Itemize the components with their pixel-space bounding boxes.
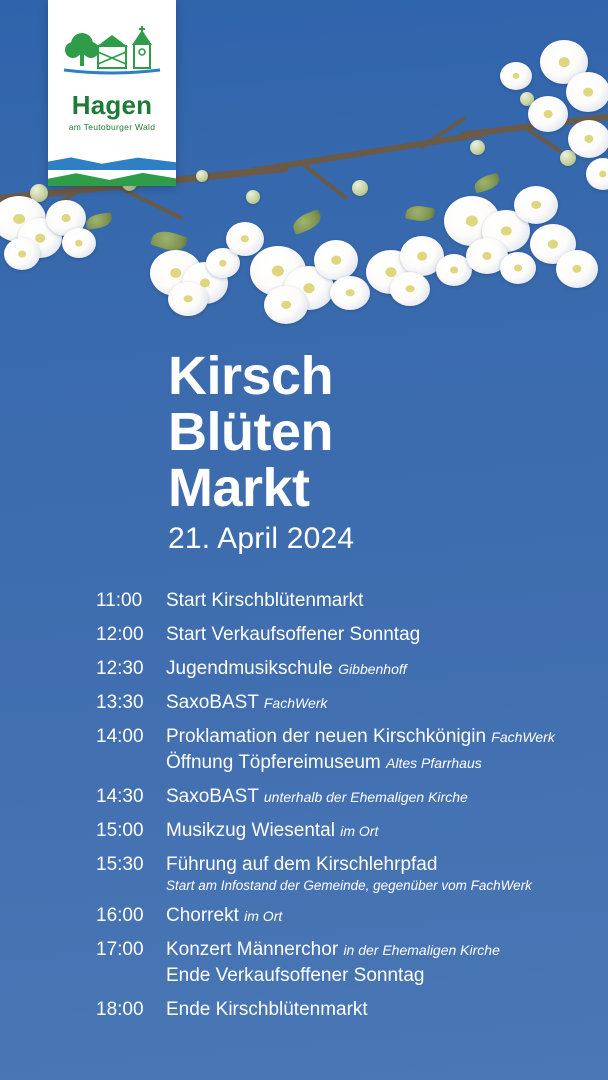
entry-text: SaxoBAST <box>166 692 259 713</box>
entry-location: im Ort <box>340 823 379 839</box>
schedule-time: 15:30 <box>96 854 144 875</box>
schedule-entry <box>166 937 566 963</box>
entry-text: Start Verkaufsoffener Sonntag <box>166 624 421 645</box>
title-line-2: Blüten <box>168 402 333 462</box>
schedule-entry <box>166 724 566 750</box>
entry-subnote: Start am Infostand der Gemeinde, gegenüber vom FachWerk <box>166 878 532 893</box>
schedule-entries <box>166 997 566 1023</box>
schedule-entry <box>166 750 566 776</box>
schedule-time: 15:00 <box>96 820 144 841</box>
schedule-list <box>96 588 566 1031</box>
schedule-row <box>96 656 566 682</box>
schedule-entry <box>166 852 566 895</box>
schedule-entry <box>166 963 566 989</box>
schedule-entry <box>166 903 566 929</box>
entry-text: Jugendmusikschule <box>166 658 333 679</box>
schedule-row <box>96 818 566 844</box>
schedule-entry <box>166 997 566 1023</box>
schedule-entries <box>166 818 566 844</box>
entry-text: Chorrekt <box>166 905 239 926</box>
schedule-time: 11:00 <box>96 590 143 611</box>
schedule-entry <box>166 784 566 810</box>
schedule-row <box>96 852 566 895</box>
entry-location: im Ort <box>244 908 283 924</box>
schedule-entries <box>166 690 566 716</box>
entry-text: Musikzug Wiesental <box>166 820 335 841</box>
schedule-row <box>96 724 566 776</box>
schedule-row <box>96 937 566 989</box>
entry-text: Ende Kirschblütenmarkt <box>166 999 368 1020</box>
schedule-entry <box>166 690 566 716</box>
entry-text: Öffnung Töpfereimuseum <box>166 752 381 773</box>
schedule-row <box>96 588 566 614</box>
schedule-time: 14:00 <box>96 726 144 747</box>
hagen-logo <box>48 0 176 186</box>
entry-location: Altes Pfarrhaus <box>386 755 482 771</box>
schedule-entries <box>166 724 566 776</box>
entry-text: Führung auf dem Kirschlehrpfad <box>166 854 438 875</box>
schedule-entries <box>166 656 566 682</box>
schedule-entries <box>166 622 566 648</box>
schedule-time: 12:30 <box>96 658 144 679</box>
schedule-time: 18:00 <box>96 999 144 1020</box>
entry-location: in der Ehemaligen Kirche <box>343 942 500 958</box>
schedule-row <box>96 622 566 648</box>
entry-text: Konzert Männerchor <box>166 939 339 960</box>
logo-subtitle: am Teutoburger Wald <box>68 122 156 132</box>
schedule-time: 17:00 <box>96 939 144 960</box>
town-crest-icon <box>48 24 176 86</box>
schedule-entry <box>166 656 566 682</box>
schedule-row <box>96 784 566 810</box>
schedule-entries <box>166 937 566 989</box>
entry-location: FachWerk <box>263 695 328 711</box>
entry-location: FachWerk <box>491 729 555 745</box>
schedule-time: 13:30 <box>96 692 144 713</box>
schedule-row <box>96 690 566 716</box>
schedule-entries <box>166 852 566 895</box>
schedule-entries <box>166 784 566 810</box>
entry-text: Start Kirschblütenmarkt <box>166 590 364 611</box>
entry-location: unterhalb der Ehemaligen Kirche <box>263 789 468 805</box>
logo-name: Hagen <box>71 90 153 120</box>
entry-location: Gibbenhoff <box>338 661 407 677</box>
schedule-entry <box>166 588 566 614</box>
entry-text: Ende Verkaufsoffener Sonntag <box>166 965 425 986</box>
event-date: 21. April 2024 <box>168 522 355 555</box>
schedule-time: 14:30 <box>96 786 144 807</box>
schedule-row <box>96 903 566 929</box>
schedule-entries <box>166 903 566 929</box>
schedule-entry <box>166 818 566 844</box>
schedule-row <box>96 997 566 1023</box>
logo-wave-band <box>48 156 176 186</box>
title-line-1: Kirsch <box>168 346 334 406</box>
entry-text: SaxoBAST <box>166 786 259 807</box>
schedule-time: 12:00 <box>96 624 144 645</box>
schedule-entries <box>166 588 566 614</box>
title-line-3: Markt <box>168 458 310 518</box>
schedule-entry <box>166 622 566 648</box>
entry-text: Proklamation der neuen Kirschkönigin <box>166 726 487 747</box>
poster-title <box>168 348 354 556</box>
schedule-time: 16:00 <box>96 905 144 926</box>
